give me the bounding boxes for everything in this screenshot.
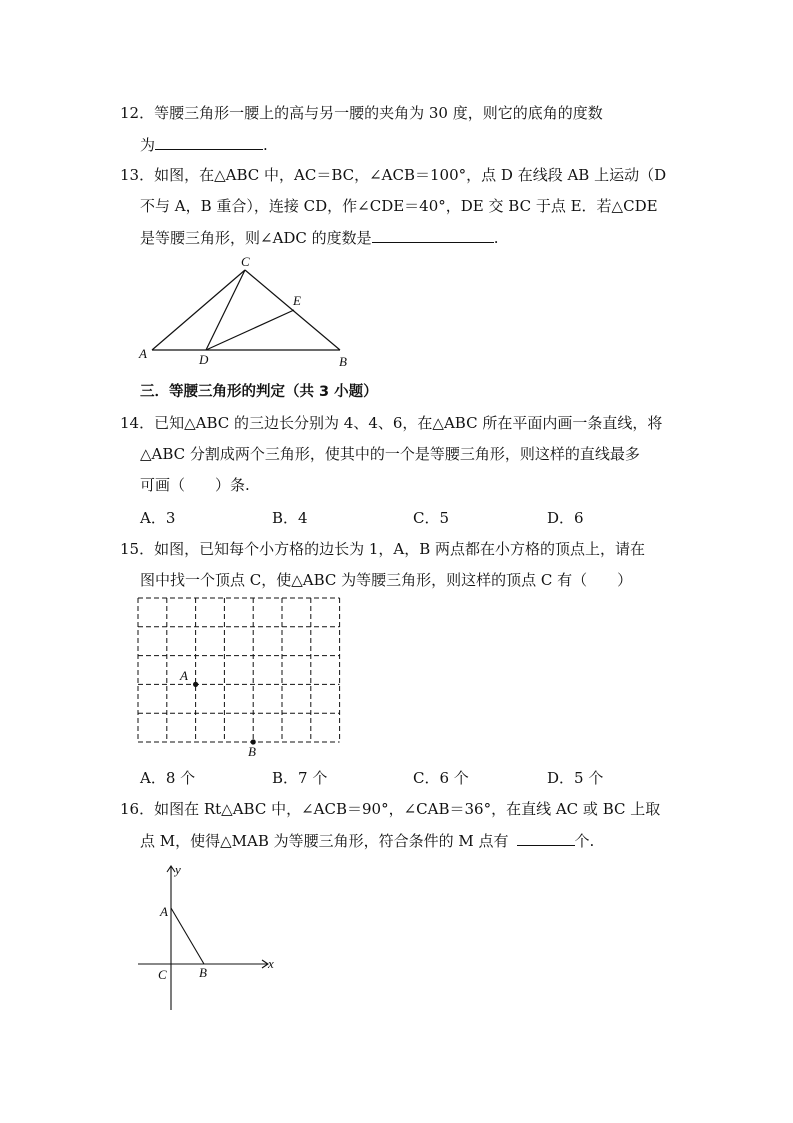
dashed-grid — [138, 598, 340, 742]
q14-text-1: 已知△ABC 的三边长分别为 4、4、6，在△ABC 所在平面内画一条直线，将 — [154, 414, 663, 432]
q13-text-3: 是等腰三角形，则∠ADC 的度数是 — [140, 229, 372, 247]
q14-line-3 — [140, 474, 250, 496]
section-3-heading: 三．等腰三角形的判定（共 3 小题） — [140, 384, 378, 400]
q14-option-d[interactable]: D．6 — [547, 509, 584, 527]
q12-line-2 — [140, 133, 268, 156]
q14-line-1 — [120, 412, 662, 434]
q15-grid-figure — [130, 590, 350, 760]
label-C: C — [241, 254, 250, 269]
q13-triangle-figure — [130, 254, 360, 370]
label-B: B — [339, 354, 347, 369]
q12-text-1: 等腰三角形一腰上的高与另一腰的夹角为 30 度，则它的底角的度数 — [154, 104, 603, 122]
q12-text-2: 为 — [140, 136, 156, 154]
q13-text-2: 不与 A，B 重合），连接 CD，作∠CDE＝40°，DE 交 BC 于点 E．若△CDE — [140, 197, 658, 215]
label-y: y — [175, 862, 181, 877]
q14-option-a[interactable]: A．3 — [140, 509, 176, 527]
q16-answer-blank[interactable] — [517, 829, 575, 846]
label-E: E — [293, 293, 301, 308]
label-A: A — [180, 668, 188, 683]
segment-BC — [245, 270, 340, 350]
label-B: B — [248, 744, 256, 759]
label-A: A — [160, 904, 168, 919]
q13-line-2 — [140, 195, 658, 217]
q14-option-c[interactable]: C．5 — [413, 509, 450, 527]
q16-text-2-end: 个. — [574, 832, 595, 850]
label-D: D — [199, 352, 209, 367]
q13-text-1: 如图，在△ABC 中，AC＝BC，∠ACB＝100°，点 D 在线段 AB 上运动（D — [154, 166, 667, 184]
q15-line-1 — [120, 538, 645, 560]
q15-text-2: 图中找一个顶点 C，使△ABC 为等腰三角形，则这样的顶点 C 有（ ） — [140, 571, 633, 589]
q13-number: 13． — [120, 166, 155, 184]
q14-line-2 — [140, 443, 640, 465]
q12-text-2-end: . — [263, 136, 268, 154]
label-B: B — [199, 965, 207, 980]
q13-text-3-end: . — [493, 229, 499, 247]
q12-line-1 — [120, 102, 603, 124]
label-C: C — [158, 967, 167, 982]
q16-line-1 — [120, 798, 660, 820]
q13-answer-blank[interactable] — [372, 226, 494, 243]
segment-AB — [171, 908, 204, 964]
q12-number: 12． — [120, 104, 155, 122]
q15-option-c[interactable]: C．6 个 — [413, 769, 469, 787]
q16-axes-figure — [130, 860, 280, 1020]
q14-text-3: 可画（ ）条. — [140, 476, 250, 494]
segment-CD — [206, 270, 245, 350]
q15-text-1: 如图，已知每个小方格的边长为 1，A，B 两点都在小方格的顶点上，请在 — [154, 540, 646, 558]
q13-line-1 — [120, 164, 666, 186]
q16-line-2 — [140, 829, 594, 852]
segment-DE — [206, 310, 294, 350]
q13-line-3 — [140, 226, 498, 249]
q14-number: 14． — [120, 414, 155, 432]
q15-option-d[interactable]: D．5 个 — [547, 769, 604, 787]
q15-option-b[interactable]: B．7 个 — [272, 769, 328, 787]
label-x: x — [268, 956, 274, 971]
q16-text-1: 如图在 Rt△ABC 中，∠ACB＝90°，∠CAB＝36°，在直线 AC 或 BC 上取 — [154, 800, 661, 818]
point-A — [193, 682, 198, 687]
q14-text-2: △ABC 分割成两个三角形，使其中的一个是等腰三角形，则这样的直线最多 — [140, 445, 640, 463]
q16-text-2: 点 M，使得△MAB 为等腰三角形，符合条件的 M 点有 — [140, 832, 509, 850]
q15-option-a[interactable]: A．8 个 — [140, 769, 196, 787]
q16-number: 16． — [120, 800, 155, 818]
q15-number: 15． — [120, 540, 155, 558]
label-A: A — [139, 346, 147, 361]
q15-line-2 — [140, 569, 632, 591]
q14-option-b[interactable]: B．4 — [272, 509, 308, 527]
q12-answer-blank[interactable] — [155, 133, 263, 150]
